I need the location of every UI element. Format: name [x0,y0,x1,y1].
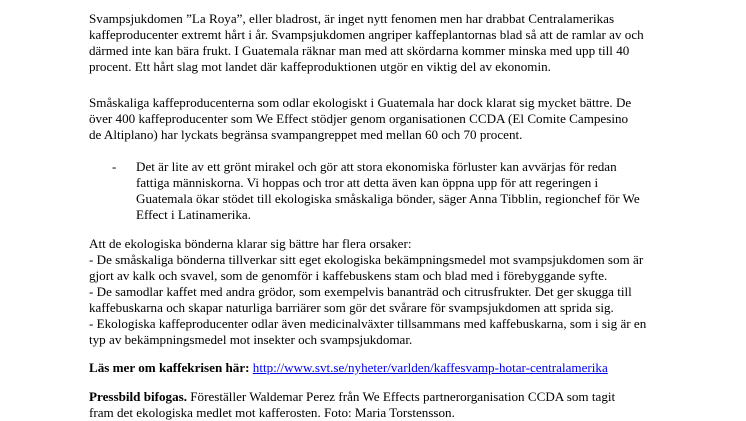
photo-caption-text: Föreställer Waldemar Perez från We Effects partnerorganisation CCDA som tagit [186,389,616,404]
text-line: Det är lite av ett grönt mirakel och gör att stora ekonomiska förluster kan avvärjas för redan [136,159,617,174]
text-line: - De småskaliga bönderna tillverkar sitt eget ekologiska bekämpningsmedel mot svampsjukdomen som är [89,252,644,267]
text-line: procent. Ett hårt slag mot landet där kaffeproduktionen utgör en viktig del av ekonomin. [89,59,551,74]
quote-bullet-marker: - [112,159,117,174]
svt-article-link[interactable]: http://www.svt.se/nyheter/varlden/kaffesvamp-hotar-centralamerika [252,360,608,375]
text-line: fattiga människorna. Vi hoppas och tror att detta även kan öppna upp för att regeringen i [136,175,599,190]
intro-paragraph [89,11,669,75]
text-line: Att de ekologiska bönderna klarar sig bättre har flera orsaker: [89,236,412,251]
text-line: kaffeproducenter extremt hårt i år. Svampsjukdomen angriper kaffeplantornas blad så att de ramlar av och [89,27,644,42]
text-line: kaffebuskarna och skapar naturliga barriärer som gör det svårare för svampsjukdomen att sprida sig. [89,300,614,315]
text-line: Svampsjukdomen ”La Roya”, eller bladrost, är inget nytt fenomen men har drabbat Centralamerikas [89,11,615,26]
text-line: över 400 kaffeproducenter som We Effect stödjer genom organisationen CCDA (El Comite Campesino [89,111,629,126]
quote-paragraph [136,159,676,223]
text-line: Guatemala ökar stödet till ekologiska småskaliga bönder, säger Anna Tibblin, regionchef för We [136,191,640,206]
text-line: - Ekologiska kaffeproducenter odlar även medicinalväxter tillsammans med kaffebuskarna, som i sig är en [89,316,647,331]
photo-caption-text: fram det ekologiska medlet mot kafferosten. Foto: Maria Torstensson. [89,405,455,420]
text-line: - De samodlar kaffet med andra grödor, som exempelvis bananträd och citrusfrukter. Det ger skugga till [89,284,632,299]
text-line: typ av bekämpningsmedel mot insekter och svampsjukdomar. [89,332,413,347]
read-more-label: Läs mer om kaffekrisen här: [89,360,250,375]
text-line: Småskaliga kaffeproducenterna som odlar ekologiskt i Guatemala har dock klarat sig mycket bättre. De [89,95,632,110]
read-more-line [89,360,669,376]
ccda-paragraph [89,95,669,143]
reasons-paragraph [89,236,669,348]
text-line: Effect i Latinamerika. [136,207,251,222]
text-line: de Altiplano) har lyckats begränsa svampangreppet med mellan 60 och 70 procent. [89,127,523,142]
photo-caption [89,389,669,421]
photo-label: Pressbild bifogas. [89,389,187,404]
text-line: därmed inte kan bära frukt. I Guatemala räknar man med att skördarna kommer minska med upp till 40 [89,43,630,58]
text-line: gjort av kalk och svavel, som de genomför i kaffebuskens stam och blad med i förebyggande syfte. [89,268,608,283]
